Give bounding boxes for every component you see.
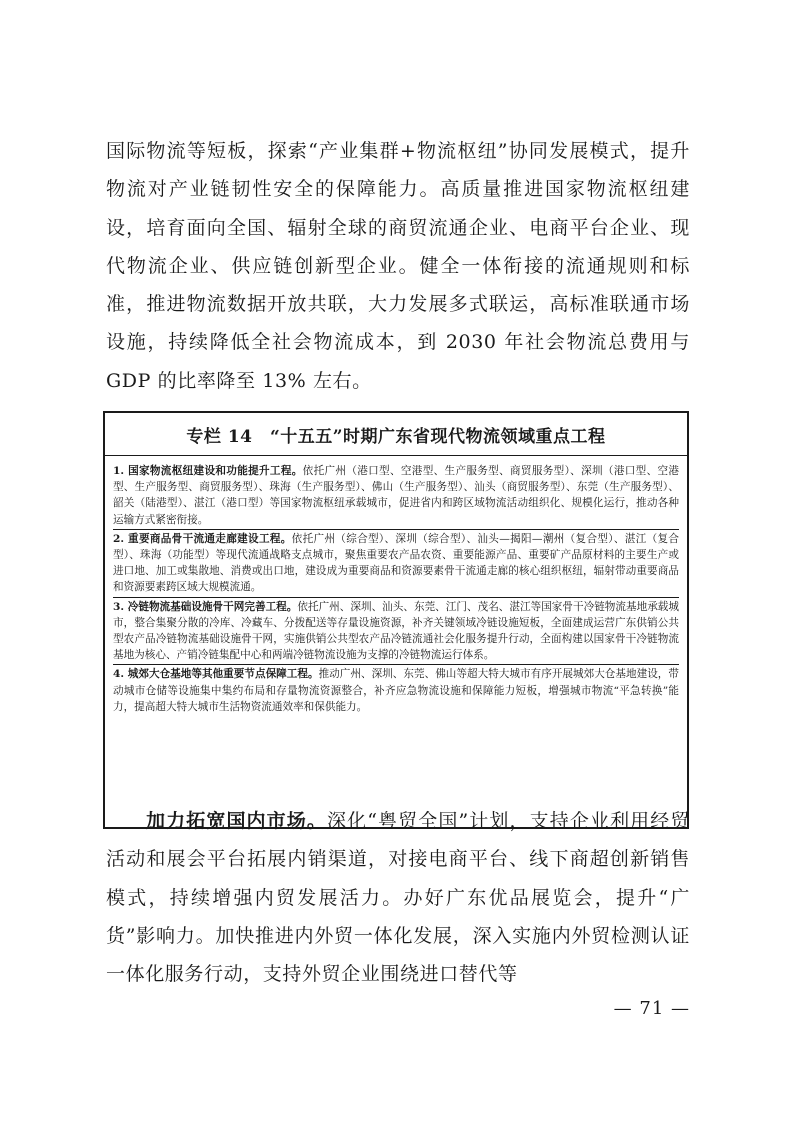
project-item-text: 推动广州、深圳、东莞、佛山等超大特大城市有序开展城郊大仓基地建设，带动城市仓储等设施集中集约布局和存量物流资源整合，补齐应急物流设施和保障能力短板，增强城市物流“平急转换”能力，提高超大特大城市生活物资流通效率和保供能力。: [113, 668, 680, 713]
feature-box: [103, 411, 689, 829]
project-item-heading: 4. 城郊大仓基地等其他重要节点保障工程。: [113, 668, 319, 681]
page-number: — 71 —: [613, 998, 690, 1019]
feature-box-body: [105, 456, 687, 716]
paragraph-text: 深化“粤贸全国”计划，支持企业利用经贸活动和展会平台拓展内销渠道，对接电商平台、线下商超创新销售模式，持续增强内贸发展活力。办好广东优品展览会，提升“广货”影响力。加快推进内外贸一体化发展，深入实施内外贸检测认证一体化服务行动，支持外贸企业围绕进口替代等: [106, 810, 691, 986]
feature-box-title: 专栏 14 “十五五”时期广东省现代物流领域重点工程: [105, 413, 687, 456]
project-item-1: [113, 463, 679, 530]
project-item-3: [113, 599, 679, 666]
project-item-text: 依托广州（港口型、空港型、生产服务型、商贸服务型）、深圳（港口型、空港型、生产服务型、商贸服务型）、珠海（生产服务型）、佛山（生产服务型）、汕头（商贸服务型）、东莞（生产服务型）、韶关（陆港型）、湛江（港口型）等国家物流枢纽承载城市，促进省内和跨区域物流活动组织化、规模化运行，推动各种运输方式紧密衔接。: [113, 465, 679, 526]
body-paragraph-top: 国际物流等短板，探索“产业集群+物流枢纽”协同发展模式，提升物流对产业链韧性安全的保障能力。高质量推进国家物流枢纽建设，培育面向全国、辐射全球的商贸流通企业、电商平台企业、现代物流企业、供应链创新型企业。健全一体衔接的流通规则和标准，推进物流数据开放共联，大力发展多式联运，高标准联通市场设施，持续降低全社会物流成本，到 2030 年社会物流总费用与 GDP 的比率降至 13% 左右。: [106, 140, 690, 392]
project-item-text: 依托广州（综合型）、深圳（综合型）、汕头—揭阳—潮州（复合型）、湛江（复合型）、珠海（功能型）等现代流通战略支点城市，聚焦重要农产品农资、重要能源产品、重要矿产品原材料的主要生产或进口地、加工或集散地、消费或出口地，建设成为重要商品和资源要素骨干流通走廊的核心组织枢纽，辐射带动重要商品和资源要素跨区域大规模流通。: [113, 532, 679, 594]
body-paragraph-bottom: [106, 802, 690, 993]
project-item-heading: 3. 冷链物流基础设施骨干网完善工程。: [113, 600, 298, 613]
project-item-heading: 1. 国家物流枢纽建设和功能提升工程。: [113, 465, 303, 477]
paragraph-lead-heading: 加力拓宽国内市场。: [146, 810, 327, 832]
project-item-4: [113, 666, 679, 716]
project-item-heading: 2. 重要商品骨干流通走廊建设工程。: [113, 532, 292, 545]
project-item-text: 依托广州、深圳、汕头、东莞、江门、茂名、湛江等国家骨干冷链物流基地承载城市，整合集聚分散的冷库、冷藏车、分拨配送等存量设施资源，补齐关键领域冷链设施短板，全面建成运营广东供销公共型农产品冷链物流基础设施骨干网，实施供销公共型农产品冷链流通社会化服务提升行动，全面构建以国家骨干冷链物流基地为核心、产销冷链集配中心和两端冷链物流设施为支撑的冷链物流运行体系。: [113, 600, 679, 662]
project-item-2: [113, 531, 679, 598]
